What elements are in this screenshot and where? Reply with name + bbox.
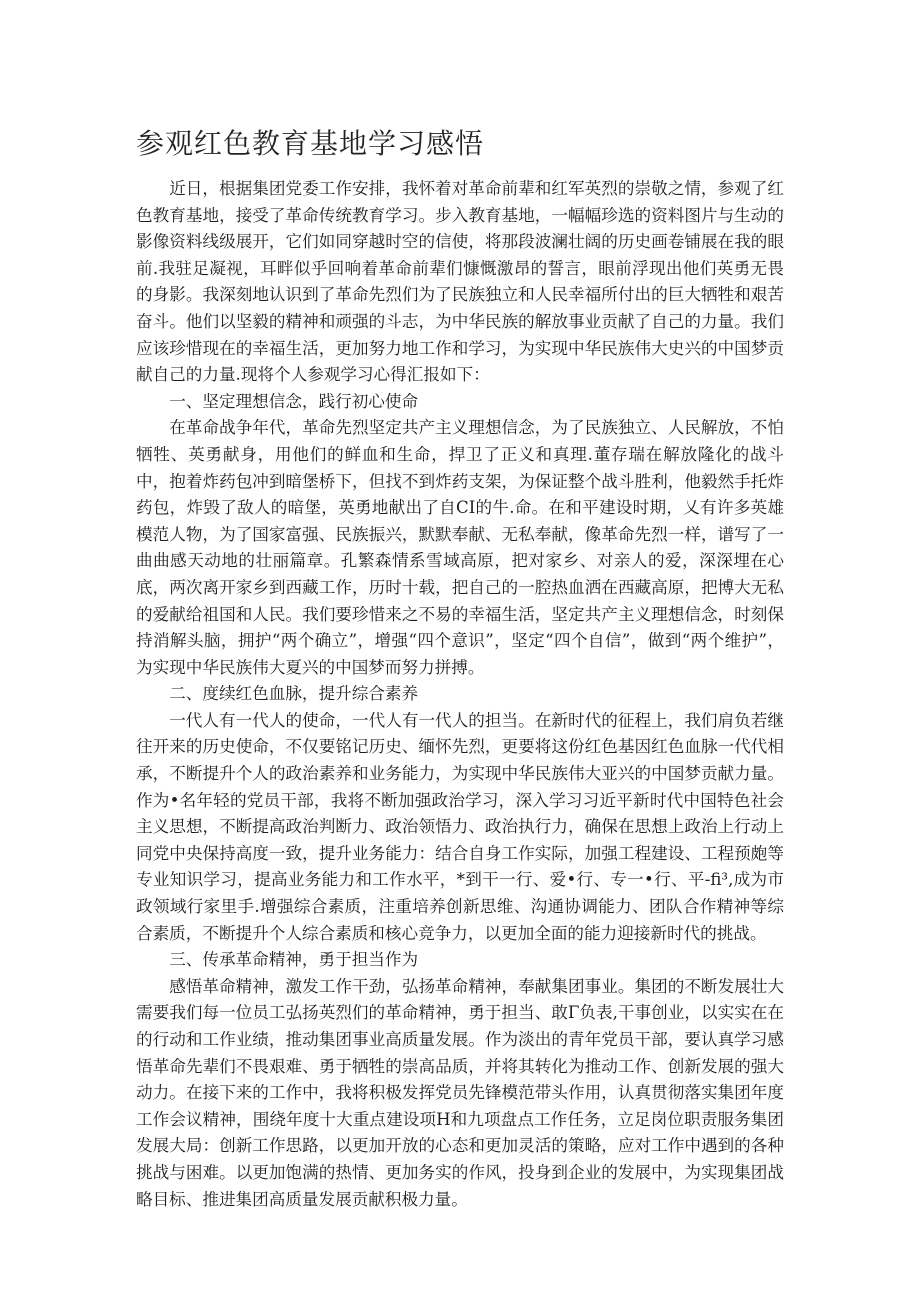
section-paragraph-1: 在革命战争年代，革命先烈坚定共产主义理想信念，为了民族独立、人民解放，不怕牺牲、英勇献身，用他们的鲜血和生命，捍卫了正义和真理.董存瑞在解放隆化的战斗中，抱着炸药包冲到暗堡桥下，但找不到炸药支架，为保证整个战斗胜利，他毅然手托炸药包，炸毁了敌人的暗堡，英勇地献出了自CI的牛.命。在和平建设时期，乂有许多英雄模范人物，为了国家富强、民族振兴，默默奉献、无私奉献，像革命先烈一样，谱写了一曲曲感天动地的壮丽篇章。孔繁森情系雪域高原，把对家乡、对亲人的爱，深深埋在心底，两次离开家乡到西藏工作，历时十载，把自己的一腔热血洒在西藏高原，把博大无私的爱献给祖国和人民。我们要珍惜来之不易的幸福生活，坚定共产主义理想信念，时刻保持消解头脑，拥护“两个确立”，增强“四个意识”，坚定“四个自信”，做到“两个维护”，为实现中华民族伟大夏兴的中国梦而努力拼搏。 xyxy=(136,418,784,677)
intro-paragraph: 近日，根据集团党委工作安排，我怀着对革命前辈和红军英烈的崇敬之情，参观了红色教育基地，接受了革命传统教育学习。步入教育基地，一幅幅珍选的资料图片与生动的影像资料线级展开，它们如同穿越时空的信使，将那段波澜壮阔的历史画卷铺展在我的眼前.我驻足凝视，耳畔似乎回响着革命前辈们慷慨激昂的誓言，眼前浮现出他们英勇无畏的身影。我深刻地认识到了革命先烈们为了民族独立和人民幸福所付出的巨大牺牲和艰苦奋斗。他们以坚毅的精神和顽强的斗志，为中华民族的解放事业贡献了自己的力量。我们应该珍惜现在的幸福生活，更加努力地工作和学习，为实现中华民族伟大史兴的中国梦贡献自己的力量.现将个人参观学习心得汇报如下： xyxy=(136,179,784,385)
document-title: 参观红色教育基地学习感悟 xyxy=(136,127,485,160)
document-body xyxy=(136,176,784,1213)
section-heading-2: 二、度续红色血脉，提升综合素养 xyxy=(169,684,419,704)
section-heading-3: 三、传承革命精神，勇于担当作为 xyxy=(169,950,419,970)
section-paragraph-2: 一代人有一代人的使命，一代人有一代人的担当。在新时代的征程上，我们肩负若继往开来的历史使命，不仅要铭记历史、缅怀先烈，更要将这份红色基因红色血脉一代代相承，不断提升个人的政治素养和业务能力，为实现中华民族伟大亚兴的中国梦贡献力量。作为•名年轻的党员干部，我将不断加强政治学习，深入学习习近平新时代中国特色社会主义思想，不断提高政治判断力、政治领悟力、政治执行力，确保在思想上政治上行动上同党中央保持高度一致，提升业务能力：结合自身工作实际，加强工程建设、工程预皰等专业知识学习，提高业务能力和工作水平，*到干一行、爱•行、专一•行、平-fi³,成为市政领域行家里手.增强综合素质，注重培养创新思维、沟通协调能力、团队合作精神等综合素质，不断提升个人综合素质和核心竞争力，以更加全面的能力迎接新时代的挑战。 xyxy=(136,710,784,943)
section-paragraph-3: 感悟革命精神，激发工作干劲，弘扬革命精神，奉献集团事业。集团的不断发展壮大需要我们每一位员工弘扬英烈们的革命精神，勇于担当、敢Γ负表,干事创业，以实实在在的行动和工作业绩，推动集团事业高质量发展。作为淡出的青年党员干部，要认真学习感悟革命先辈们不畏艰难、勇于牺牲的崇高品质，并将其转化为推动工作、创新发展的强大动力。在接下来的工作中，我将积极发挥党员先锋模范带头作用，认真贯彻落实集团年度工作会议精神，围绕年度十大重点建设项H和九项盘点工作任务，立足岗位职责服务集团发展大局：创新工作思路，以更加开放的心态和更加灵活的策略，应对工作中遇到的各种挑战与困难。以更加饱满的热情、更加务实的作风，投身到企业的发展中，为实现集团战略目标、推进集团高质量发展贡献积极力量。 xyxy=(136,976,784,1209)
section-heading-1: 一、坚定理想信念，践行初心使命 xyxy=(169,391,419,411)
